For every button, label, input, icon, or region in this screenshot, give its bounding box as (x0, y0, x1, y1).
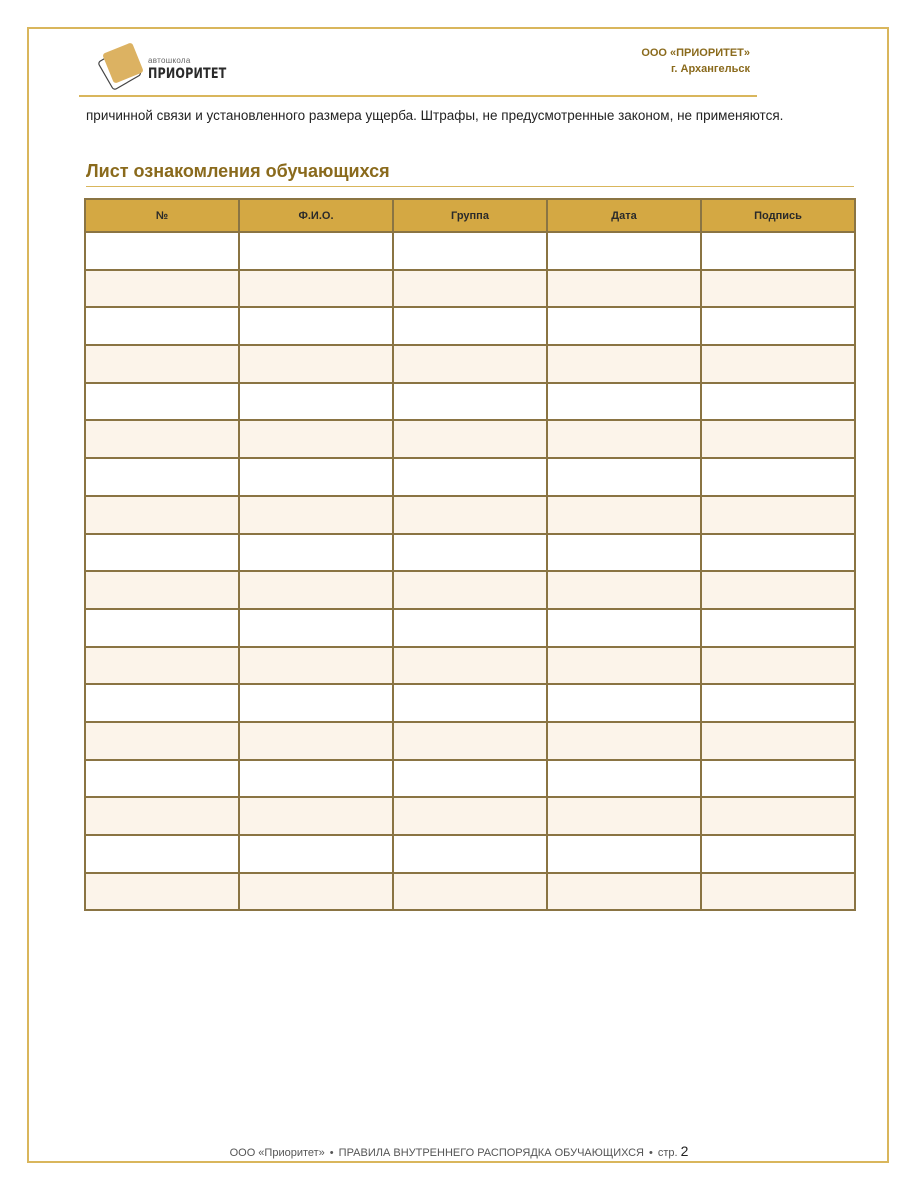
acknowledgment-table (84, 198, 856, 911)
table-row (85, 609, 855, 647)
page-footer (0, 1143, 918, 1159)
section-title: Лист ознакомления обучающихся (86, 161, 390, 181)
table-cell[interactable] (393, 722, 547, 760)
table-cell[interactable] (393, 458, 547, 496)
table-cell[interactable] (701, 647, 855, 685)
logo-subtitle: автошкола (148, 56, 191, 65)
table-cell[interactable] (85, 609, 239, 647)
table-cell[interactable] (547, 232, 701, 270)
table-cell[interactable] (393, 684, 547, 722)
table-row (85, 647, 855, 685)
table-cell[interactable] (239, 496, 393, 534)
table-cell[interactable] (85, 647, 239, 685)
table-cell[interactable] (239, 307, 393, 345)
table-cell[interactable] (85, 458, 239, 496)
table-cell[interactable] (393, 609, 547, 647)
table-cell[interactable] (85, 270, 239, 308)
table-cell[interactable] (239, 873, 393, 911)
footer-page-label: стр. (657, 1147, 678, 1159)
table-cell[interactable] (85, 835, 239, 873)
table-cell[interactable] (85, 534, 239, 572)
table-row (85, 383, 855, 421)
table-cell[interactable] (239, 232, 393, 270)
table-row (85, 760, 855, 798)
table-row (85, 571, 855, 609)
table-cell[interactable] (85, 307, 239, 345)
footer-separator: • (329, 1147, 334, 1159)
footer-page-number: 2 (680, 1143, 689, 1159)
table-cell[interactable] (701, 684, 855, 722)
table-cell[interactable] (85, 383, 239, 421)
table-cell[interactable] (393, 760, 547, 798)
table-cell[interactable] (393, 307, 547, 345)
table-row (85, 873, 855, 911)
table-cell[interactable] (701, 873, 855, 911)
table-cell[interactable] (393, 873, 547, 911)
table-cell[interactable] (547, 270, 701, 308)
table-cell[interactable] (85, 873, 239, 911)
table-cell[interactable] (393, 270, 547, 308)
table-cell[interactable] (393, 345, 547, 383)
table-cell[interactable] (85, 496, 239, 534)
table-row (85, 797, 855, 835)
company-block (641, 45, 750, 77)
header-divider (79, 95, 757, 97)
table-cell[interactable] (393, 647, 547, 685)
table-cell[interactable] (547, 383, 701, 421)
table-cell[interactable] (393, 496, 547, 534)
table-cell[interactable] (701, 797, 855, 835)
table-cell[interactable] (701, 232, 855, 270)
table-row (85, 496, 855, 534)
table-cell[interactable] (239, 383, 393, 421)
table-cell[interactable] (547, 873, 701, 911)
footer-divider (84, 1161, 856, 1162)
table-cell[interactable] (547, 797, 701, 835)
table-cell[interactable] (701, 383, 855, 421)
table-cell[interactable] (701, 496, 855, 534)
table-cell[interactable] (239, 609, 393, 647)
table-cell[interactable] (701, 722, 855, 760)
table-cell[interactable] (85, 760, 239, 798)
table-row (85, 307, 855, 345)
column-header-group: Группа (393, 199, 547, 232)
table-cell[interactable] (393, 383, 547, 421)
table-row (85, 835, 855, 873)
table-cell[interactable] (701, 760, 855, 798)
table-cell[interactable] (547, 496, 701, 534)
table-cell[interactable] (393, 797, 547, 835)
section-title-divider (86, 186, 854, 187)
logo-title: ПРИОРИТЕТ (148, 66, 227, 82)
table-row (85, 534, 855, 572)
table-row (85, 722, 855, 760)
table-cell[interactable] (239, 345, 393, 383)
table-cell[interactable] (393, 571, 547, 609)
column-header-date: Дата (547, 199, 701, 232)
table-row (85, 684, 855, 722)
table-cell[interactable] (701, 571, 855, 609)
column-header-signature: Подпись (701, 199, 855, 232)
company-city: г. Архангельск (670, 63, 750, 75)
table-cell[interactable] (547, 647, 701, 685)
table-cell[interactable] (239, 647, 393, 685)
table-cell[interactable] (393, 232, 547, 270)
table-cell[interactable] (239, 760, 393, 798)
table-cell[interactable] (547, 835, 701, 873)
table-row (85, 420, 855, 458)
table-cell[interactable] (239, 270, 393, 308)
company-name: ООО «ПРИОРИТЕТ» (641, 47, 750, 59)
table-cell[interactable] (393, 534, 547, 572)
table-cell[interactable] (547, 345, 701, 383)
table-cell[interactable] (701, 420, 855, 458)
table-cell[interactable] (393, 420, 547, 458)
table-cell[interactable] (701, 270, 855, 308)
table-cell[interactable] (547, 420, 701, 458)
table-cell[interactable] (239, 722, 393, 760)
table-cell[interactable] (547, 609, 701, 647)
column-header-number: № (85, 199, 239, 232)
table-cell[interactable] (239, 797, 393, 835)
table-row (85, 232, 855, 270)
table-cell[interactable] (547, 307, 701, 345)
table-cell[interactable] (393, 835, 547, 873)
footer-doc-title: ПРАВИЛА ВНУТРЕННЕГО РАСПОРЯДКА ОБУЧАЮЩИХСЯ (338, 1147, 644, 1159)
table-cell[interactable] (239, 420, 393, 458)
table-cell[interactable] (239, 571, 393, 609)
table-cell[interactable] (85, 571, 239, 609)
table-cell[interactable] (701, 534, 855, 572)
table-cell[interactable] (701, 835, 855, 873)
table-cell[interactable] (701, 345, 855, 383)
footer-separator: • (648, 1147, 653, 1159)
table-cell[interactable] (547, 722, 701, 760)
table-cell[interactable] (239, 684, 393, 722)
table-cell[interactable] (239, 458, 393, 496)
footer-org: ООО «Приоритет» (229, 1147, 325, 1159)
table-cell[interactable] (85, 797, 239, 835)
table-cell[interactable] (701, 458, 855, 496)
column-header-name: Ф.И.О. (239, 199, 393, 232)
table-cell[interactable] (547, 684, 701, 722)
table-cell[interactable] (85, 345, 239, 383)
table-body (85, 232, 855, 910)
table-cell[interactable] (239, 534, 393, 572)
table-cell[interactable] (547, 458, 701, 496)
table-cell[interactable] (239, 835, 393, 873)
table-cell[interactable] (701, 307, 855, 345)
table-row (85, 458, 855, 496)
table-cell[interactable] (85, 232, 239, 270)
table-cell[interactable] (85, 722, 239, 760)
table-row (85, 270, 855, 308)
table-cell[interactable] (547, 571, 701, 609)
table-cell[interactable] (85, 684, 239, 722)
body-paragraph: причинной связи и установленного размера ущерба. Штрафы, не предусмотренные законом, не применяются. (86, 108, 784, 123)
table-header-row (85, 199, 855, 232)
table-row (85, 345, 855, 383)
table-cell[interactable] (547, 760, 701, 798)
table-cell[interactable] (85, 420, 239, 458)
table-cell[interactable] (547, 534, 701, 572)
table-cell[interactable] (701, 609, 855, 647)
